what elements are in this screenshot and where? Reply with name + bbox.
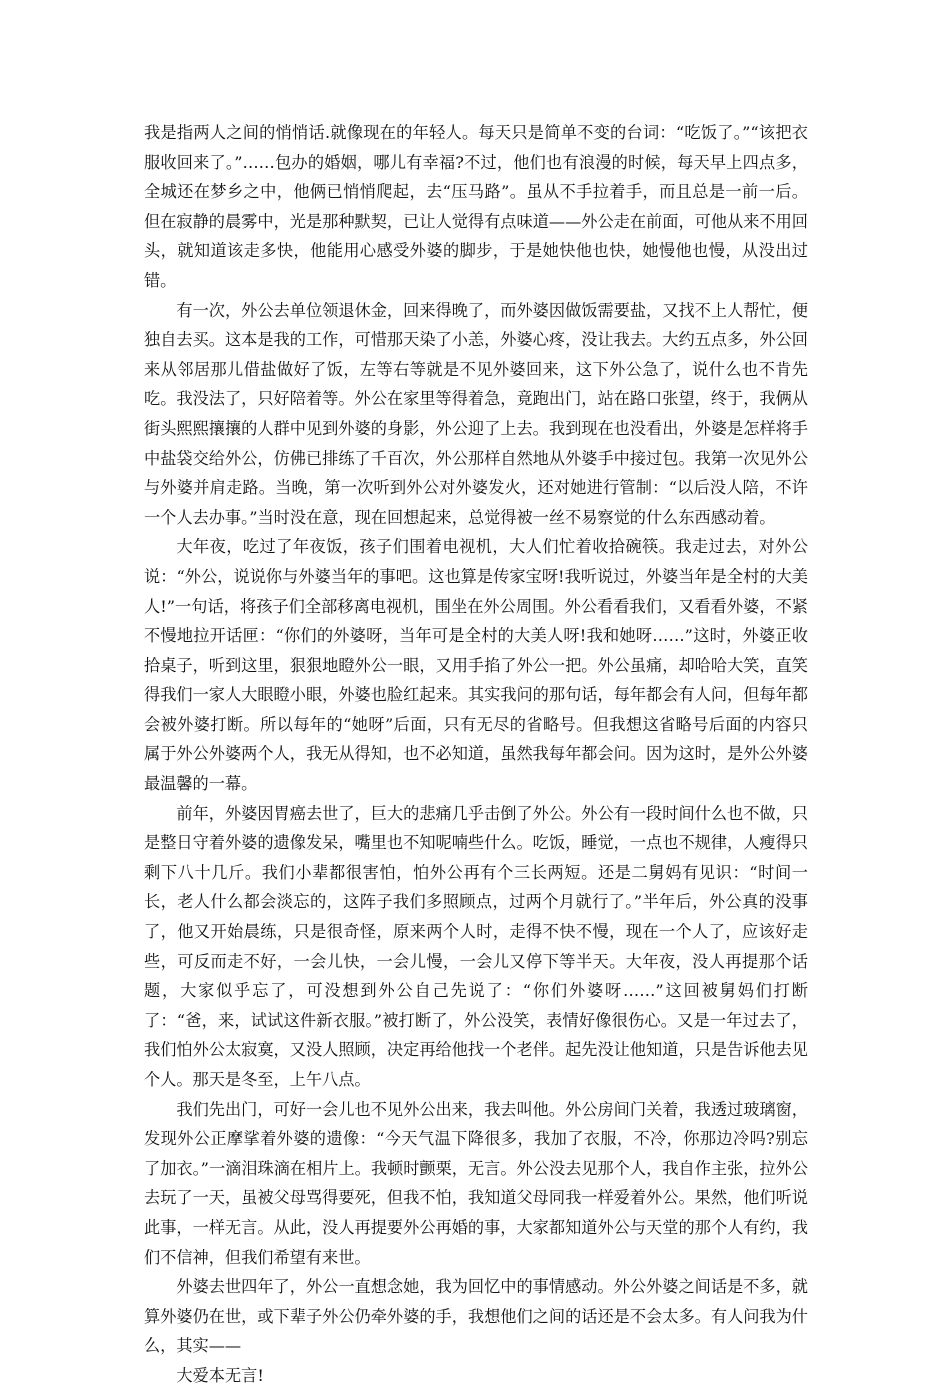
paragraph: 我是指两人之间的悄悄话.就像现在的年轻人。每天只是简单不变的台词：“吃饭了。”“该把衣服收回来了。”……包办的婚姻，哪儿有幸福?不过，他们也有浪漫的时候，每天早上四点多，全城还在梦乡之中，他俩已悄悄爬起，去“压马路”。虽从不手拉着手，而且总是一前一后。但在寂静的晨雾中，光是那种默契，已让人觉得有点味道——外公走在前面，可他从来不用回头，就知道该走多快，他能用心感受外婆的脚步，于是她快他也快，她慢他也慢，从没出过错。 xyxy=(144,123,808,290)
closing-line: 大爱本无言! xyxy=(176,1365,264,1385)
document-body xyxy=(144,118,808,1391)
paragraph: 大年夜，吃过了年夜饭，孩子们围着电视机，大人们忙着收拾碗筷。我走过去，对外公说：“外公，说说你与外婆当年的事吧。这也算是传家宝呀!我听说过，外婆当年是全村的大美人!”一句话，将孩子们全部移离电视机，围坐在外公周围。外公看看我们，又看看外婆，不紧不慢地拉开话匣：“你们的外婆呀，当年可是全村的大美人呀!我和她呀……”这时，外婆正收拾桌子，听到这里，狠狠地瞪外公一眼，又用手掐了外公一把。外公虽痛，却哈哈大笑，直笑得我们一家人大眼瞪小眼，外婆也脸红起来。其实我问的那句话，每年都会有人问，但每年都会被外婆打断。所以每年的“她呀”后面，只有无尽的省略号。但我想这省略号后面的内容只属于外公外婆两个人，我无从得知，也不必知道，虽然我每年都会问。因为这时，是外公外婆最温馨的一幕。 xyxy=(144,537,808,794)
paragraph: 有一次，外公去单位领退休金，回来得晚了，而外婆因做饭需要盐，又找不上人帮忙，便独自去买。这本是我的工作，可惜那天染了小恙，外婆心疼，没让我去。大约五点多，外公回来从邻居那儿借盐做好了饭，左等右等就是不见外婆回来，这下外公急了，说什么也不肯先吃。我没法了，只好陪着等。外公在家里等得着急，竟跑出门，站在路口张望，终于，我俩从街头熙熙攘攘的人群中见到外婆的身影，外公迎了上去。我到现在也没看出，外婆是怎样将手中盐袋交给外公，仿佛已排练了千百次，外公那样自然地从外婆手中接过包。我第一次见外公与外婆并肩走路。当晚，第一次听到外公对外婆发火，还对她进行管制：“以后没人陪，不许一个人去办事。”当时没在意，现在回想起来，总觉得被一丝不易察觉的什么东西感动着。 xyxy=(144,300,808,527)
paragraph: 外婆去世四年了，外公一直想念她，我为回忆中的事情感动。外公外婆之间话是不多，就算外婆仍在世，或下辈子外公仍牵外婆的手，我想他们之间的话还是不会太多。有人问我为什么，其实—— xyxy=(144,1277,808,1356)
paragraph: 前年，外婆因胃癌去世了，巨大的悲痛几乎击倒了外公。外公有一段时间什么也不做，只是整日守着外婆的遗像发呆，嘴里也不知呢喃些什么。吃饭，睡觉，一点也不规律，人瘦得只剩下八十几斤。我们小辈都很害怕，怕外公再有个三长两短。还是二舅妈有见识：“时间一长，老人什么都会淡忘的，这阵子我们多照顾点，过两个月就行了。”半年后，外公真的没事了，他又开始晨练，只是很奇怪，原来两个人时，走得不快不慢，现在一个人了，应该好走些，可反而走不好，一会儿快，一会儿慢，一会儿又停下等半天。大年夜，没人再提那个话题，大家似乎忘了，可没想到外公自己先说了：“你们外婆呀……”这回被舅妈们打断了：“爸，来，试试这件新衣服。”被打断了，外公没笑，表情好像很伤心。又是一年过去了，我们怕外公太寂寞，又没人照顾，决定再给他找一个老伴。起先没让他知道，只是告诉他去见个人。那天是冬至，上午八点。 xyxy=(144,803,808,1089)
paragraph: 我们先出门，可好一会儿也不见外公出来，我去叫他。外公房间门关着，我透过玻璃窗，发现外公正摩挲着外婆的遗像：“今天气温下降很多，我加了衣服，不冷，你那边冷吗?别忘了加衣。”一滴泪珠滴在相片上。我顿时颤栗，无言。外公没去见那个人，我自作主张，拉外公去玩了一天，虽被父母骂得要死，但我不怕，我知道父母同我一样爱着外公。果然，他们听说此事，一样无言。从此，没人再提要外公再婚的事，大家都知道外公与天堂的那个人有约，我们不信神，但我们希望有来世。 xyxy=(144,1099,808,1267)
